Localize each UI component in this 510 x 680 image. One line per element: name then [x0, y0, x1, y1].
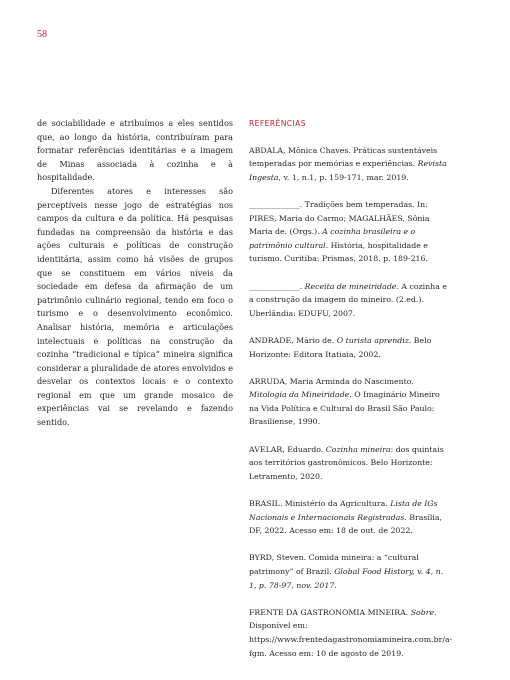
reference-details: . Brasília, DF, 2022. Acesso em: 18 de out. de 2022.	[249, 512, 442, 536]
reference-item	[249, 334, 449, 361]
reference-text: AVELAR, Eduardo.	[249, 444, 326, 454]
reference-item	[249, 375, 449, 429]
reference-list	[249, 144, 453, 661]
reference-item	[249, 551, 449, 592]
reference-text: ARRUDA, Maria Arminda do Nascimento.	[249, 376, 414, 386]
references-section	[249, 117, 453, 660]
reference-item	[249, 443, 449, 484]
reference-text: ANDRADE, Mário de.	[249, 335, 337, 345]
references-heading: REFERÊNCIAS	[249, 119, 306, 128]
reference-title: O turista aprendiz	[336, 335, 409, 345]
reference-title: Mitologia da Mineiridade	[249, 390, 350, 400]
body-text-column	[37, 117, 233, 430]
reference-text: _____________. Tradições bem temperadas. In: PIRES, Maria do Carmo; MAGALHÃES, Sônia Maria de. (Orgs.).	[249, 199, 430, 237]
reference-details: , v. 1, n.1, p. 159-171, mar. 2019.	[278, 172, 409, 182]
reference-item	[249, 198, 449, 266]
reference-item	[249, 280, 449, 321]
reference-title: A cozinha brasileira e o patrimônio cultural	[249, 227, 416, 250]
reference-item	[249, 144, 449, 185]
page-number: 58	[37, 29, 47, 40]
reference-details: : dos quintais aos territórios gastronômicos. Belo Horizonte: Letramento, 2020.	[249, 444, 444, 481]
body-paragraph: de sociabilidade e atribuímos a eles sentidos que, ao longo da história, contribuíram para formatar referências identitárias e a imagem de Minas associada à cozinha e à hospitalidade.	[37, 118, 233, 183]
reference-text: FRENTE DA GASTRONOMIA MINEIRA.	[249, 607, 411, 617]
reference-details: . A cozinha e a construção da imagem do mineiro. (2.ed.). Uberlândia: EDUFU, 2007.	[249, 281, 447, 318]
reference-details: . Belo Horizonte: Editora Itatiaia, 2002.	[249, 335, 432, 359]
reference-title: Receita de mineiridade	[304, 281, 397, 291]
reference-text: ABDALA, Mônica Chaves. Práticas sustentáveis temperadas por memórias e experiências.	[249, 145, 438, 169]
reference-title: Revista Ingesta	[249, 159, 447, 182]
reference-text: _____________.	[249, 281, 305, 291]
reference-title: Cozinha mineira	[325, 444, 391, 454]
reference-text: BRASIL. Ministério da Agricultura.	[249, 499, 391, 509]
body-paragraph: Diferentes atores e interesses são perceptíveis nesse jogo de estratégias nos campos da cultura e da política. Há pesquisas fundadas na compreensão da história e das ações culturais e políticas de construção identitária, assim como há visões de grupos que se constituem em vários níveis da sociedade em defesa da afirmação de um patrimônio culinário regional, tendo em foco o turismo e o desenvolvimento econômico. Analisar história, memória e articulações intelectuais e políticas na construção da cozinha “tradicional e típica” mineira significa considerar a pluralidade de atores envolvidos e desvelar os contextos locais e o contexto regional em que um grande mosaico de experiências vai se revelando e fazendo sentido.	[37, 185, 233, 428]
reference-title: Sobre	[410, 607, 435, 617]
reference-title: Global Food History, v. 4, n. 1, p. 78-97, nov. 2017.	[249, 567, 444, 590]
reference-details: . História, hospitalidade e turismo. Curitiba: Prismas, 2018. p. 189-216.	[249, 240, 428, 264]
reference-item	[249, 497, 449, 538]
reference-item	[249, 606, 453, 660]
reference-details: . Disponível em: https://www.frentedagastronomiamineira.com.br/a-fgm. Acesso em: 10 de agosto de 2019.	[249, 607, 453, 658]
reference-title: Lista de IGs Nacionais e Internacionais Registradas	[249, 499, 438, 522]
reference-text: BYRD, Steven. Comida mineira: a “cultural patrimony” of Brazil.	[249, 553, 419, 576]
reference-details: . O Imaginário Mineiro na Vida Política e Cultural do Brasil São Paulo: Brasiliense, 1990.	[249, 390, 440, 427]
